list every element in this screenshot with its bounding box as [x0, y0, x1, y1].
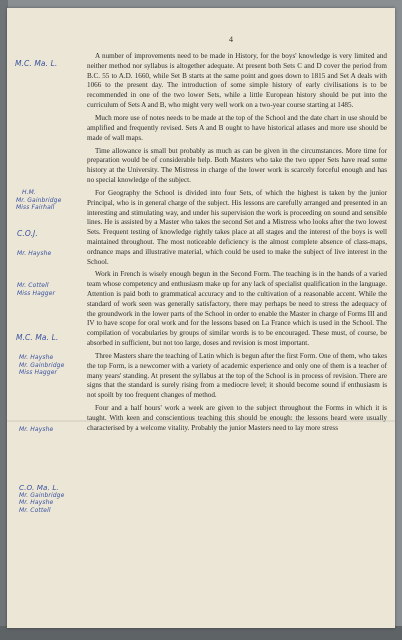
paragraph-french: Work in French is wisely enough begun in the Second Form. The teaching is in the hands of a varied team whose competency and enthusiasm make up for any lack of specialist qualification in the language. Attention is paid both to grammatical accuracy and to the cultivation of a reasonable accent. While the standard of work seen was generally satisfactory, there may perhaps be need to stress the adequacy of the groundwork in the lower parts of the School in order to enable the Master in charge of Forms III and IV to have scope for oral work and for the lessons based on La France which is used in the School. The compilation of vocabularies by groups of similar words is to be encouraged. These must, of course, be absorbed in sufficient, but not too large, doses and revision is most important. — [87, 270, 387, 348]
page-number: 4 — [229, 35, 233, 44]
document-page — [7, 8, 395, 628]
margin-note-history: M.C. Ma. L. — [15, 59, 58, 68]
report-body — [87, 52, 387, 437]
photo-backdrop-bottom — [0, 626, 402, 640]
margin-note-geography-master: Mr. Hayshe — [17, 250, 52, 257]
margin-note-history-staff: H.M. Mr. Gainbridge Miss Fairhall — [16, 189, 62, 212]
paragraph-history-time: Time allowance is small but probably as much as can be given in the circumstances. More time for preparation would be of considerable help. Both Masters who take the two upper Sets have read some history at the University. The Mistress in charge of the lower work is scarcely forceful enough and has no special knowledge of the subject. — [87, 146, 387, 184]
margin-note-geography-assistants: Mr. Cottell Miss Hagger — [17, 282, 56, 297]
paragraph-geography: For Geography the School is divided into four Sets, of which the highest is taken by the junior Principal, who is in general charge of the subject. His lessons are carefully arranged and presented in an interesting and stimulating way, and under his supervision the work is proceeding on sound and sensible lines. He is assisted by a Master who takes the second Set and a Mistress who looks after the two lowest Sets. Frequent testing of knowledge rightly takes place at all stages and the interest of the boys is well maintained throughout. The most noticeable deficiency is the almost complete absence of class-maps, ordnance maps and illustrative material, which could be used to make the subject of live interest in the School. — [87, 188, 387, 266]
paragraph-latin: Three Masters share the teaching of Latin which is begun after the first Form. One of them, who takes the top Form, is a newcomer with a variety of academic experience and only one of them is a teacher of many years' standing. At present the syllabus at the top of the School is in process of revision. There are signs that the standard is surely rising from a mediocre level; it should become sound if enthusiasm is not spoilt by too frequent changes of method. — [87, 352, 387, 400]
margin-note-french-staff: Mr. Hayshe Mr. Gainbridge Miss Hagger — [19, 354, 65, 377]
paragraph-history-notes: Much more use of notes needs to be made at the top of the School and the date chart in use should be amplified and frequently revised. Sets A and B ought to have historical atlases and more use should be made of wall maps. — [87, 113, 387, 142]
paragraph-history: A number of improvements need to be made in History, for the boys' knowledge is very limited and neither method nor syllabus is altogether adequate. At present both Sets C and D cover the period from B.C. 55 to A.D. 1660, while Set B starts at the same point and goes down to 1815 and Set A deals with 1066 to the present day. The introduction of some simple history of early civilisations is to be recommended in one of the two lower Sets, while a little European history should be put into the curriculum of Sets A and B, who might very well work on a two-year course starting at 1485. — [87, 52, 387, 109]
paragraph-latin-hours: Four and a half hours' work a week are given to the subject throughout the Forms in which it is taught. With keen and conscientious teaching this should be enough: the lessons heard were usually characterised by a welcome vitality. Probably the junior Masters need to lay more stress — [87, 404, 387, 432]
margin-note-french-oral: Mr. Hayshe — [19, 426, 54, 433]
margin-note-latin-staff: C.O. Ma. L. Mr. Gainbridge Mr. Hayshe Mr. Cottell — [19, 483, 65, 514]
margin-note-french: M.C. Ma. L. — [16, 333, 59, 342]
margin-note-geography: C.O.J. — [17, 229, 38, 238]
